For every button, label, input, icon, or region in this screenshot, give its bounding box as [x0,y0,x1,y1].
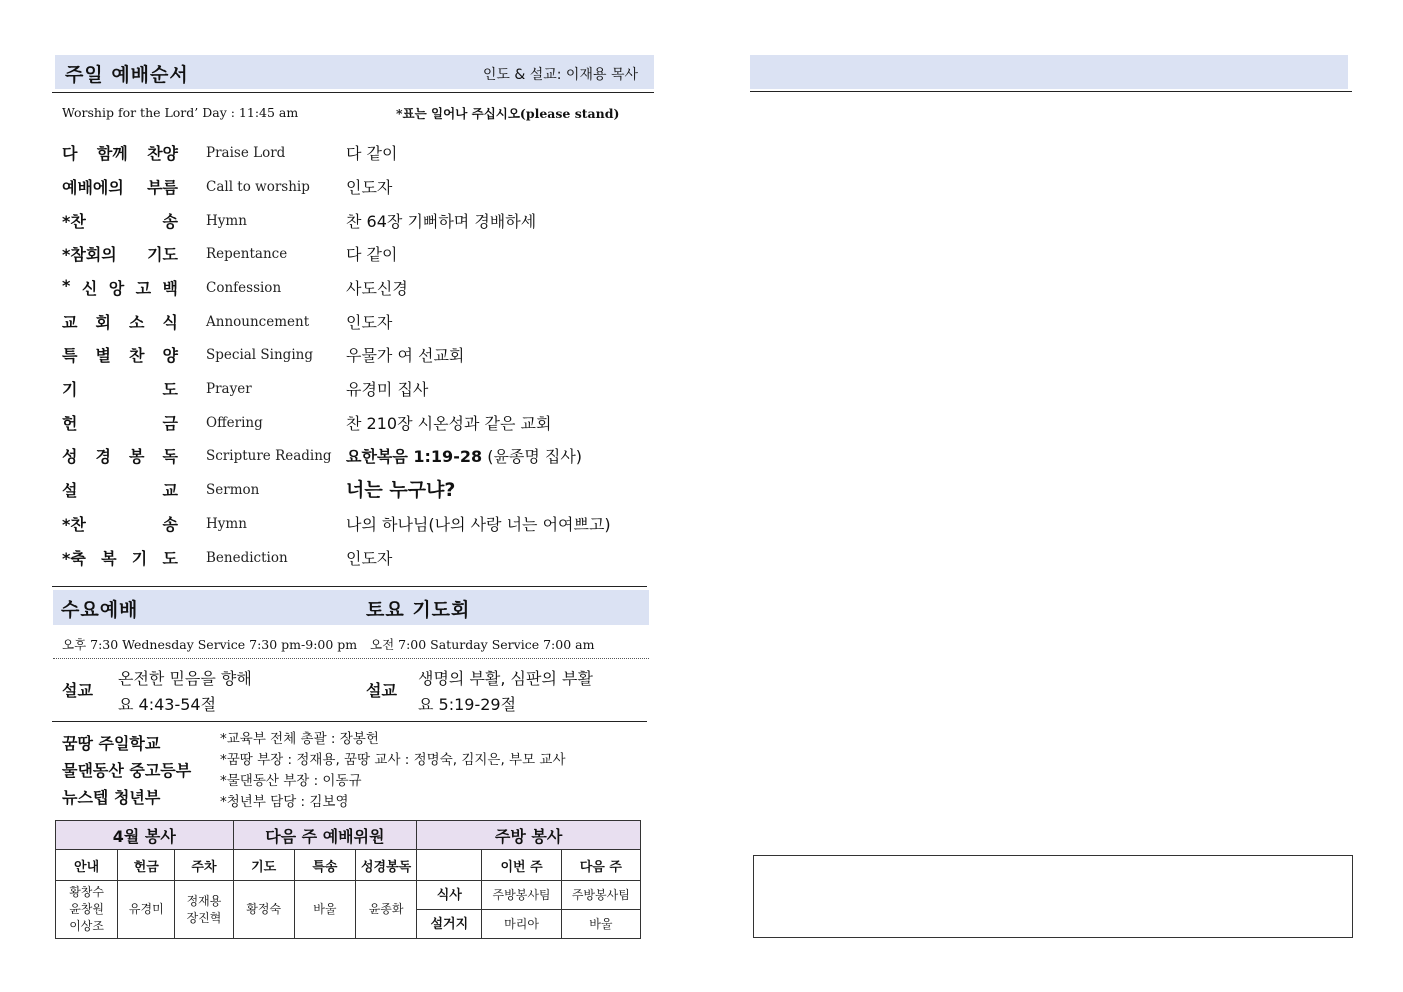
guide-names [56,881,118,939]
parking-names [175,881,233,939]
order-item-english: Offering [206,415,263,431]
kitchen-header: 주방 봉사 [417,821,641,850]
order-item-value: 찬 64장 기뻐하며 경배하세 [346,212,537,231]
order-row [62,542,642,576]
order-item-value: 인도자 [346,178,393,197]
wednesday-sermon-label: 설교 [62,681,93,700]
col-special: 특송 [294,850,355,881]
groups-divider [52,721,647,722]
reading-name: 윤종화 [355,881,416,939]
order-row [62,407,642,441]
order-leader: 인도 & 설교: 이재용 목사 [482,67,638,83]
wednesday-sermon-passage: 요 4:43-54절 [118,695,217,714]
group-names [62,730,191,811]
order-item-english: Confession [206,280,282,296]
order-item-korean: 성 경 봉 독 [62,447,178,466]
order-item-korean: *찬 송 [62,212,178,231]
notes-header [750,55,1348,89]
col-offering: 헌금 [118,850,175,881]
meal-this-week: 주방봉사팀 [482,881,561,910]
meal-label: 식사 [417,881,482,910]
group-young-adults: 뉴스텝 청년부 [62,788,161,807]
order-header [55,55,654,89]
col-parking: 주차 [175,850,233,881]
order-item-value: 요한복음 1:19-28 (윤종명 집사) [346,447,583,466]
order-item-value: 너는 누구냐? [346,479,456,501]
col-guide: 안내 [56,850,118,881]
guide-name: 윤창원 [69,902,104,916]
order-row [62,339,642,373]
parking-name: 정재용 [186,893,222,908]
staff-line: *청년부 담당 : 김보영 [220,794,349,810]
order-row [62,171,642,205]
order-item-english: Benediction [206,550,288,566]
staff-line: *교육부 전체 총괄 : 장봉헌 [220,731,379,747]
order-item-value: 우물가 여 선교회 [346,346,465,365]
guide-name: 이상조 [69,919,104,933]
order-divider [52,92,654,93]
staff-line: *꿈땅 부장 : 정재용, 꿈땅 교사 : 정명숙, 김지은, 부모 교사 [220,752,566,768]
order-row [62,508,642,542]
order-item-value-sub: (윤종명 집사) [482,447,583,466]
order-item-english: Prayer [206,381,252,397]
saturday-sermon-passage: 요 5:19-29절 [418,695,517,714]
wednesday-sermon-title: 온전한 믿음을 향해 [118,669,252,688]
order-item-value: 인도자 [346,313,393,332]
group-youth: 물댄동산 중고등부 [62,761,192,780]
order-row [62,373,642,407]
worship-time-note: Worship for the Lord’ Day : 11:45 am [62,105,299,120]
order-item-korean: *축 복 기 도 [62,549,178,568]
order-item-english: Sermon [206,482,260,498]
order-item-korean: 다 함께 찬양 [62,144,178,163]
dish-next-week: 바울 [561,910,640,939]
offering-name: 유경미 [118,881,175,939]
order-item-value: 찬 210장 시온성과 같은 교회 [346,414,552,433]
group-sunday-school: 꿈땅 주일학교 [62,734,161,753]
order-item-value: 유경미 집사 [346,380,429,399]
order-row [62,440,642,474]
midweek-header [53,590,649,625]
order-item-value: 인도자 [346,549,393,568]
saturday-title: 토요 기도회 [366,599,471,621]
meal-next-week: 주방봉사팀 [561,881,640,910]
order-item-value: 다 같이 [346,144,398,163]
group-staff [220,729,566,813]
next-week-header: 다음 주 예배위원 [233,821,417,850]
order-item-korean: 특 별 찬 양 [62,346,178,365]
order-item-english: Praise Lord [206,145,286,161]
order-row [62,306,642,340]
col-this-week: 이번 주 [482,850,561,881]
order-item-korean: 헌 금 [62,414,178,433]
order-item-english: Call to worship [206,179,310,195]
col-prayer: 기도 [233,850,294,881]
saturday-time: 오전 7:00 Saturday Service 7:00 am [370,637,595,652]
staff-line: *물댄동산 부장 : 이동규 [220,773,362,789]
prayer-name: 황정숙 [233,881,294,939]
order-item-english: Hymn [206,516,247,532]
order-item-value: 사도신경 [346,279,408,298]
saturday-sermon-label: 설교 [366,681,397,700]
order-row [62,137,642,171]
guide-name: 황창수 [69,885,104,899]
order-item-korean: 설 교 [62,481,178,500]
order-row [62,205,642,239]
dish-this-week: 마리아 [482,910,561,939]
order-item-english: Scripture Reading [206,448,332,464]
stand-note: *표는 일어나 주십시오(please stand) [396,106,620,121]
saturday-sermon-title: 생명의 부활, 심판의 부활 [418,669,593,688]
order-item-korean: *찬 송 [62,515,178,534]
notes-divider [750,91,1352,92]
order-item-korean: 예배에의 부름 [62,178,178,197]
order-item-korean: *참회의 기도 [62,245,178,264]
parking-name: 장진혁 [186,910,222,925]
order-row [62,238,642,272]
dish-label: 설거지 [417,910,482,939]
midweek-divider-top [52,586,647,587]
order-title: 주일 예배순서 [65,64,189,86]
order-item-value: 나의 하나님(나의 사랑 너는 어여쁘고) [346,515,611,534]
order-item-korean: 교 회 소 식 [62,313,178,332]
midweek-dotted-divider [53,658,649,659]
order-item-english: Hymn [206,213,247,229]
col-empty [417,850,482,881]
april-service-header: 4월 봉사 [56,821,234,850]
order-item-english: Repentance [206,246,288,262]
order-item-english: Special Singing [206,347,313,363]
wednesday-title: 수요예배 [61,599,139,621]
order-row [62,272,642,306]
practice-box[interactable] [753,855,1353,938]
special-name: 바울 [294,881,355,939]
order-item-korean: * 신 앙 고 백 [62,276,178,298]
order-row [62,474,642,508]
service-table [55,820,641,939]
wednesday-time: 오후 7:30 Wednesday Service 7:30 pm-9:00 pm [62,637,358,652]
order-item-korean: 기 도 [62,380,178,399]
order-item-english: Announcement [206,314,310,330]
col-reading: 성경봉독 [355,850,416,881]
order-item-value: 다 같이 [346,245,398,264]
col-next-week: 다음 주 [561,850,640,881]
